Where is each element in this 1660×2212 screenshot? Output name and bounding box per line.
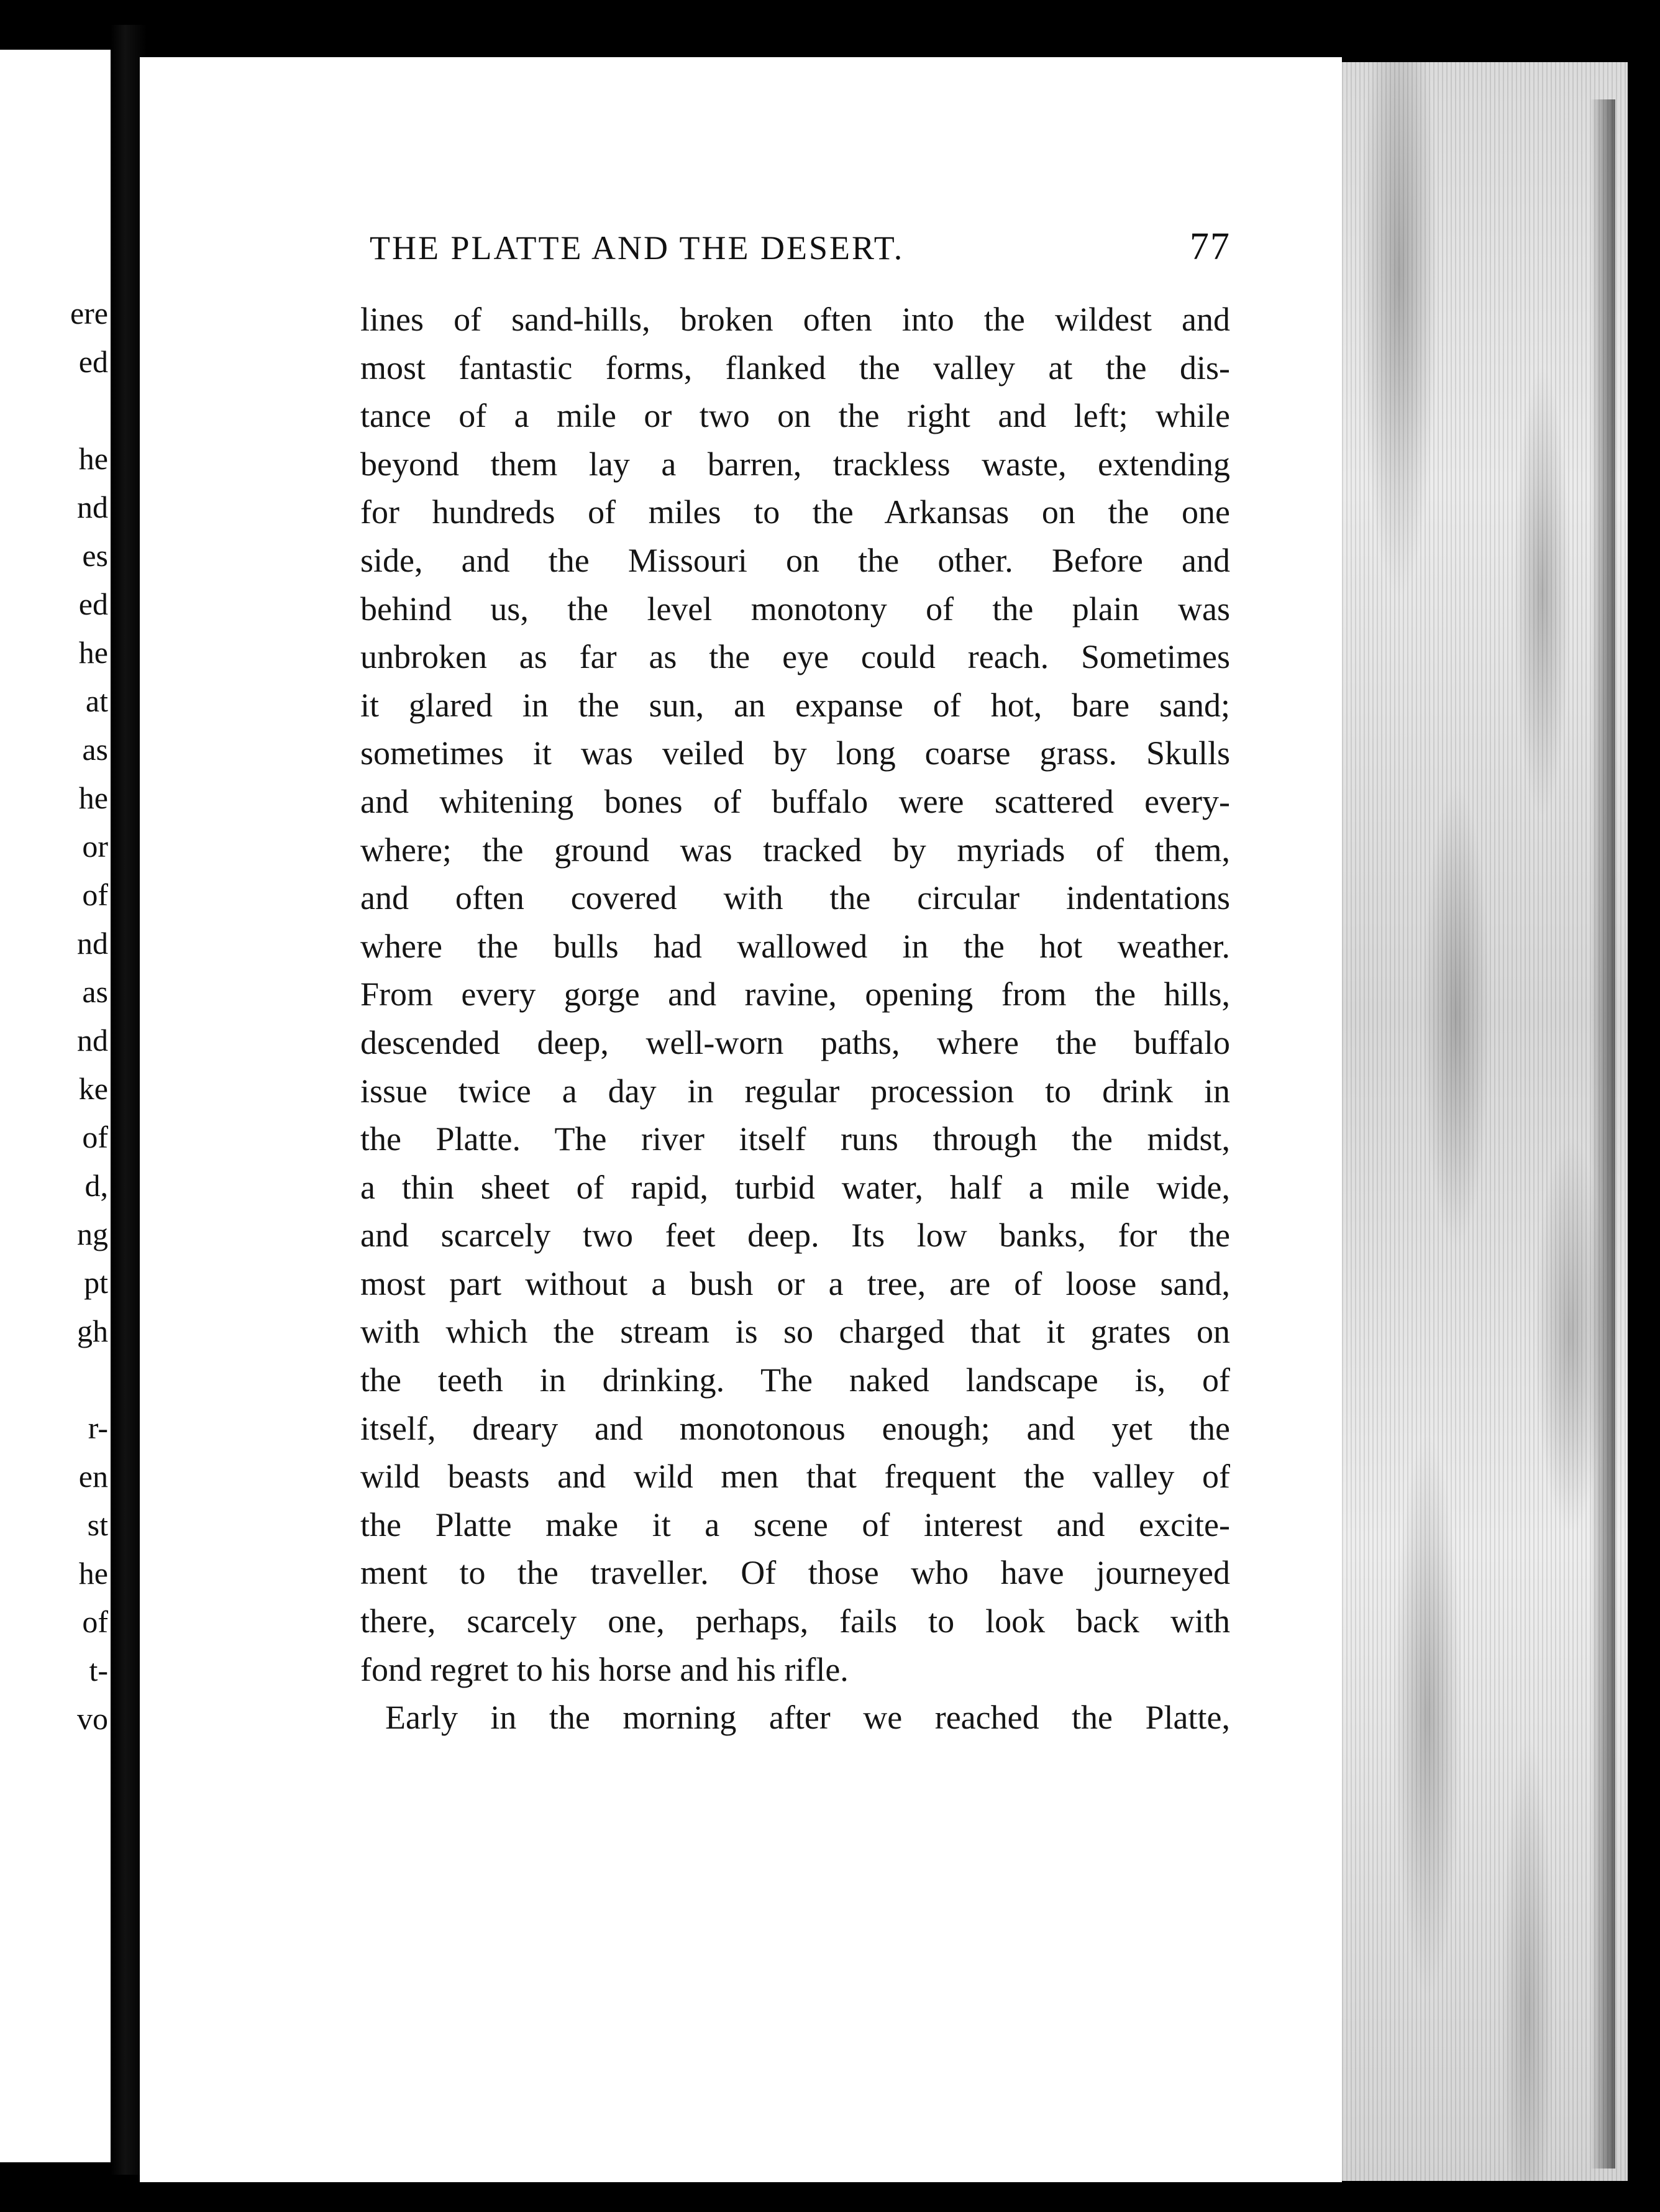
facing-line: ke bbox=[78, 1071, 108, 1106]
facing-line: nd bbox=[77, 1023, 108, 1058]
facing-line: gh bbox=[77, 1314, 108, 1348]
facing-line: he bbox=[78, 780, 108, 815]
facing-line: nd bbox=[77, 926, 108, 961]
facing-line-gap bbox=[2, 386, 108, 434]
text-line: fond regret to his horse and his rifle. bbox=[360, 1650, 849, 1688]
facing-line: of bbox=[82, 1120, 108, 1154]
text-line: issue twice a day in regular procession to drink in bbox=[360, 1072, 1230, 1110]
facing-line: nd bbox=[77, 490, 108, 524]
facing-line: en bbox=[78, 1459, 108, 1494]
book-page bbox=[140, 57, 1342, 2182]
text-line: for hundreds of miles to the Arkansas on the one bbox=[360, 493, 1230, 531]
text-line: tance of a mile or two on the right and left; while bbox=[360, 397, 1230, 435]
facing-line: at bbox=[85, 683, 108, 718]
facing-line: pt bbox=[84, 1265, 108, 1300]
fore-edge-shadow bbox=[1590, 99, 1615, 2169]
facing-line: he bbox=[78, 441, 108, 476]
text-line: the teeth in drinking. The naked landscape is, of bbox=[360, 1361, 1230, 1399]
facing-line: ed bbox=[78, 587, 108, 621]
text-line: beyond them lay a barren, trackless waste, extending bbox=[360, 445, 1230, 483]
text-line: sometimes it was veiled by long coarse grass. Skulls bbox=[360, 734, 1230, 772]
facing-line: of bbox=[82, 877, 108, 912]
facing-line: es bbox=[82, 538, 108, 573]
facing-line: he bbox=[78, 635, 108, 670]
running-title: THE PLATTE AND THE DESERT. bbox=[370, 229, 905, 267]
text-line: most fantastic forms, flanked the valley at the dis- bbox=[360, 349, 1230, 386]
text-line: itself, dreary and monotonous enough; and yet the bbox=[360, 1409, 1230, 1447]
facing-line: ed bbox=[78, 344, 108, 379]
book-fore-edge bbox=[1342, 62, 1628, 2181]
facing-line: as bbox=[82, 974, 108, 1009]
facing-line-gap bbox=[2, 1355, 108, 1404]
text-line: and whitening bones of buffalo were scattered every- bbox=[360, 782, 1230, 820]
text-line: unbroken as far as the eye could reach. Sometimes bbox=[360, 638, 1230, 676]
text-line: behind us, the level monotony of the plain was bbox=[360, 590, 1230, 628]
facing-line: as bbox=[82, 732, 108, 767]
facing-line: d, bbox=[84, 1168, 108, 1203]
text-line: there, scarcely one, perhaps, fails to look back with bbox=[360, 1602, 1230, 1640]
facing-line: he bbox=[78, 1556, 108, 1591]
text-line: wild beasts and wild men that frequent the valley of bbox=[360, 1458, 1230, 1496]
body-text bbox=[360, 296, 1230, 1742]
text-line: where the bulls had wallowed in the hot weather. bbox=[360, 927, 1230, 965]
text-line: lines of sand-hills, broken often into the wildest and bbox=[360, 301, 1230, 338]
facing-line: of bbox=[82, 1604, 108, 1639]
facing-page-left bbox=[0, 50, 111, 2162]
text-line: the Platte make it a scene of interest and excite- bbox=[360, 1506, 1230, 1543]
text-line: ment to the traveller. Of those who have journeyed bbox=[360, 1554, 1230, 1592]
facing-line: or bbox=[82, 829, 108, 864]
page-number: 77 bbox=[1190, 226, 1231, 268]
text-line: descended deep, well-worn paths, where the buffalo bbox=[360, 1023, 1230, 1061]
text-line: side, and the Missouri on the other. Before and bbox=[360, 541, 1230, 579]
facing-line: ere bbox=[70, 296, 108, 331]
text-line: the Platte. The river itself runs through the midst, bbox=[360, 1120, 1230, 1158]
text-line: and scarcely two feet deep. Its low banks, for the bbox=[360, 1217, 1230, 1255]
facing-page-text bbox=[2, 289, 108, 1743]
text-line: where; the ground was tracked by myriads of them, bbox=[360, 831, 1230, 869]
facing-line: ng bbox=[77, 1217, 108, 1251]
facing-line: t- bbox=[89, 1653, 108, 1688]
text-line: with which the stream is so charged that it grates on bbox=[360, 1313, 1230, 1351]
facing-line: vo bbox=[77, 1701, 108, 1736]
text-line: it glared in the sun, an expanse of hot, bare sand; bbox=[360, 686, 1230, 724]
running-head bbox=[370, 226, 1231, 272]
text-line: Early in the morning after we reached the Platte, bbox=[385, 1699, 1230, 1737]
text-line: and often covered with the circular indentations bbox=[360, 879, 1230, 917]
text-line: most part without a bush or a tree, are of loose sand, bbox=[360, 1264, 1230, 1302]
text-line: a thin sheet of rapid, turbid water, half a mile wide, bbox=[360, 1168, 1230, 1206]
text-line: From every gorge and ravine, opening from the hills, bbox=[360, 976, 1230, 1013]
facing-line: r- bbox=[88, 1410, 108, 1445]
facing-line: st bbox=[87, 1507, 108, 1542]
